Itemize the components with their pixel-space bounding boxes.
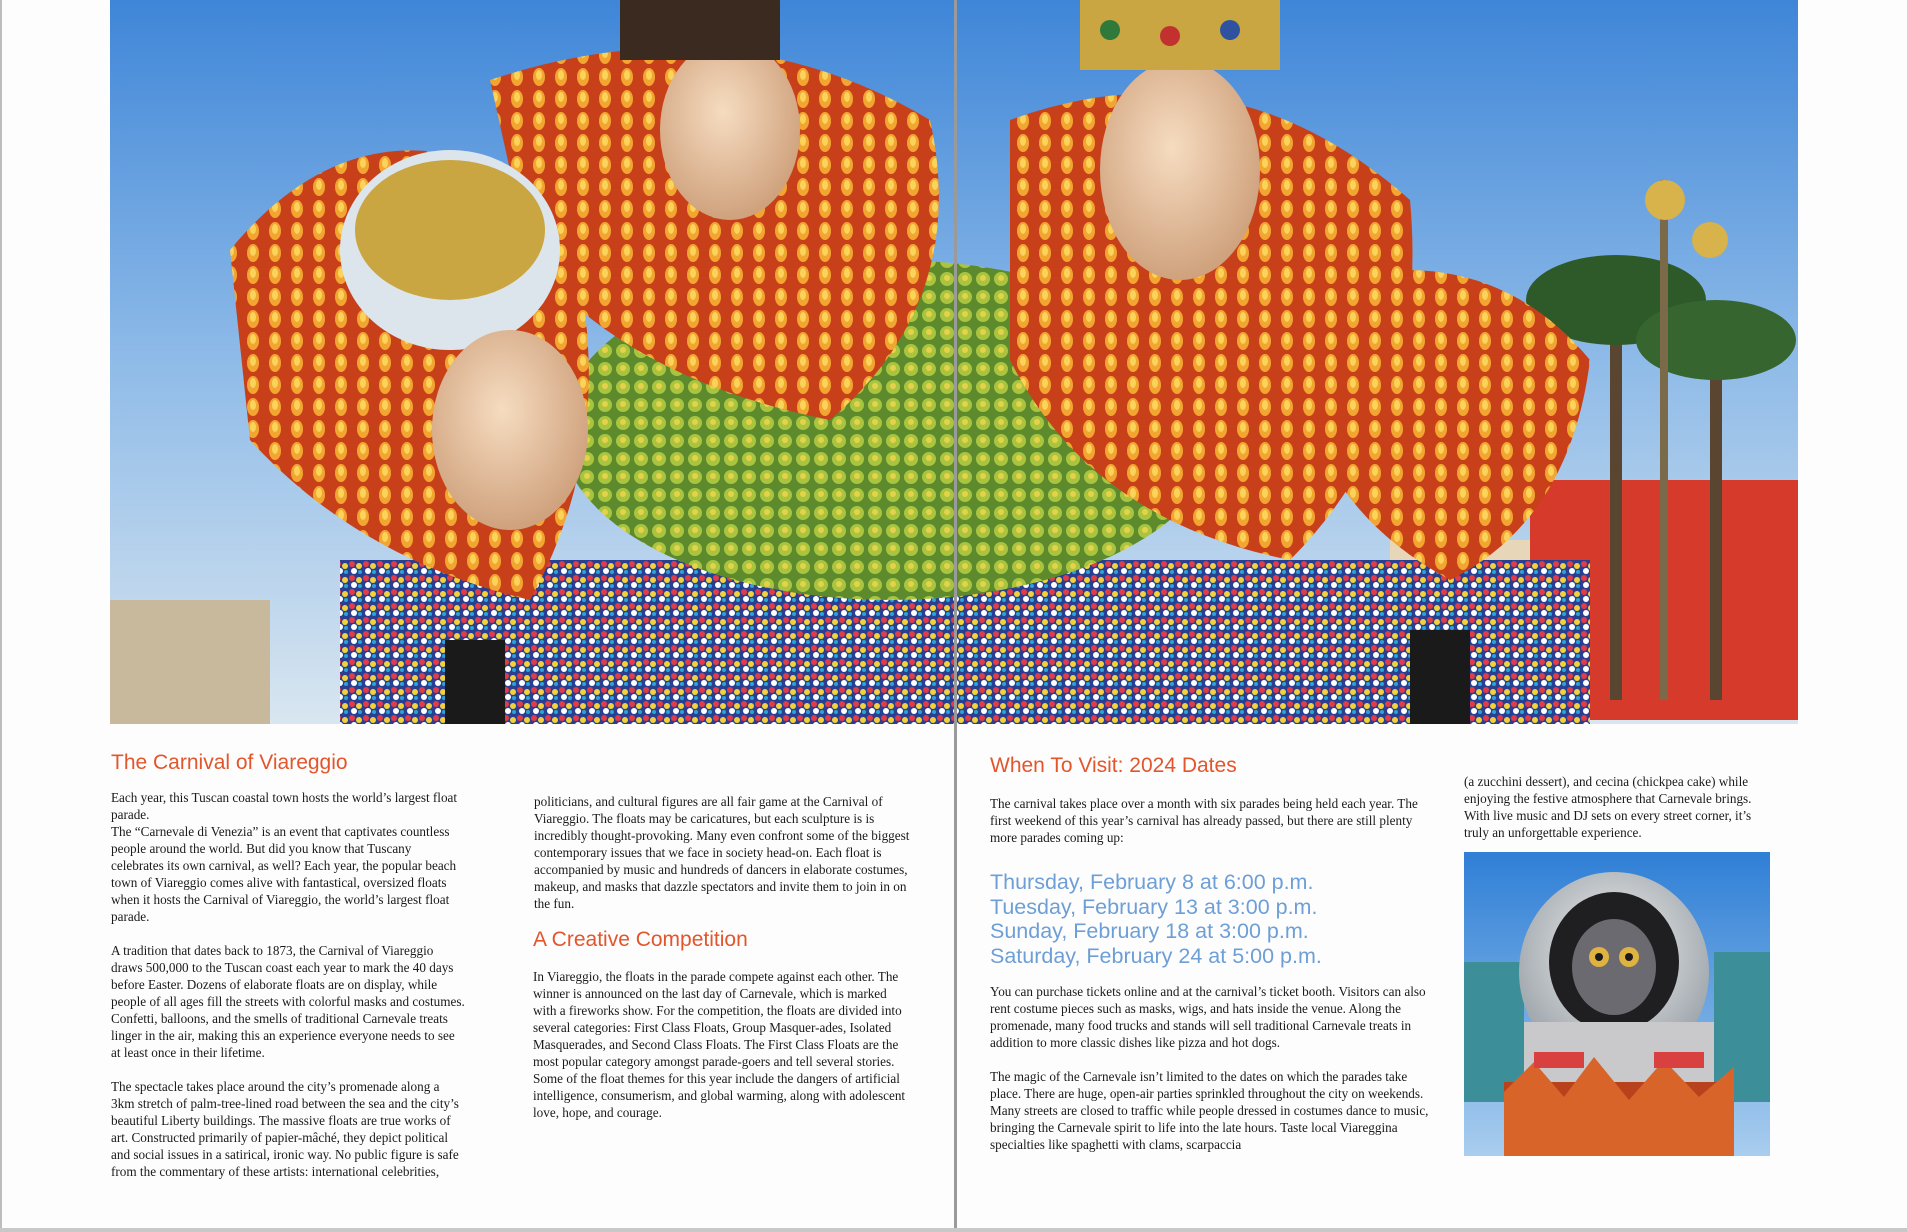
- date-item: Tuesday, February 13 at 3:00 p.m.: [990, 894, 1318, 919]
- body-paragraph: You can purchase tickets online and at the carnival’s ticket booth. Visitors can also rent costume pieces such as masks, wigs, and hats inside the venue. Along the promenade, many food trucks and stands will sell traditional Carnevale treats in addition to more classic dishes like pizza and hot dogs.: [990, 984, 1426, 1050]
- body-paragraph: A tradition that dates back to 1873, the Carnival of Viareggio draws 500,000 to the Tuscan coast each year to mark the 40 days before Easter. Dozens of elaborate floats are on display, while people of all ages fill the streets with colorful masks and costumes. Confetti, balloons, and the smells of traditional Carnevale treats linger in the air, making this an experience everyone needs to see at least once in their lifetime.: [111, 943, 465, 1060]
- page-bottom-edge: [0, 1228, 1907, 1232]
- body-paragraph: The spectacle takes place around the city’s promenade along a 3km stretch of palm-tree-lined road between the sea and the city’s beautiful Liberty buildings. The massive floats are true works of art. Constructed primarily of papier-mâché, they depict political and social issues in a satirical, ironic way. No public figure is safe from the commentary of these artists: international celebrities,: [111, 1079, 459, 1179]
- left-column-2-lower: [533, 968, 913, 1138]
- section-heading-competition: A Creative Competition: [533, 928, 748, 951]
- date-item: Saturday, February 24 at 5:00 p.m.: [990, 943, 1322, 968]
- body-paragraph: In Viareggio, the floats in the parade compete against each other. The winner is announced on the last day of Carnevale, which is marked with a fireworks show. For the competition, the floats are divided into several categories: First Class Floats, Group Masquer-ades, Isolated Masquerades, and Second Class Floats. The First Class Floats are the most popular category amongst parade-goers and tell several stories. Some of the float themes for this year include the dangers of artificial intelligence, consumerism, and global warming, along with adolescent love, hope, and courage.: [533, 969, 906, 1120]
- body-paragraph: The magic of the Carnevale isn’t limited to the dates on which the parades take place. There are huge, open-air parties sprinkled throughout the city on weekends. Many streets are closed to traffic while people dressed in costumes dance to music, bringing the Carnevale spirit to life into the late hours. Taste local Viareggina specialties like spaghetti with clams, scarpaccia: [990, 1069, 1429, 1152]
- intro-paragraph: Each year, this Tuscan coastal town hosts the world’s largest float parade.: [111, 790, 458, 822]
- page-spine: [954, 0, 957, 1232]
- body-paragraph: (a zucchini dessert), and cecina (chickpea cake) while enjoying the festive atmosphere that Carnevale brings. With live music and DJ sets on every street corner, it’s truly an unforgettable experience.: [1464, 774, 1752, 840]
- page-edge: [0, 0, 2, 1232]
- date-item: Thursday, February 8 at 6:00 p.m.: [990, 870, 1314, 894]
- main-title: The Carnival of Viareggio: [111, 751, 348, 774]
- body-paragraph: The carnival takes place over a month with six parades being held each year. The first weekend of this year’s carnival has already passed, but there are still plenty more parades coming up:: [990, 796, 1418, 845]
- body-paragraph: The “Carnevale di Venezia” is an event that captivates countless people around the world. But did you know that Tuscany celebrates its own carnival, as well? Each year, the popular beach town of Viareggio comes alive with fantastical, oversized floats when it hosts the Carnival of Viareggio, the world’s largest float parade.: [111, 824, 457, 924]
- left-column-1: [111, 789, 466, 1197]
- left-column-2: [534, 793, 914, 929]
- body-paragraph: politicians, and cultural figures are all fair game at the Carnival of Viareggio. The floats may be caricatures, but each sculpture is is incredibly thought-provoking. Many even confront some of the biggest contemporary issues that we face in society head-on. Each float is accompanied by music and hundreds of dancers in elaborate costumes, makeup, and masks that dazzle spectators and invite them to join in on the fun.: [534, 794, 910, 911]
- section-heading-dates: When To Visit: 2024 Dates: [990, 754, 1237, 777]
- date-item: Sunday, February 18 at 3:00 p.m.: [990, 919, 1309, 943]
- right-column-1-lower: [990, 983, 1430, 1170]
- right-column-1: [990, 795, 1430, 863]
- astronaut-float-photo: [1464, 852, 1770, 1156]
- parade-dates-list: [990, 870, 1450, 968]
- right-column-2: [1464, 773, 1774, 858]
